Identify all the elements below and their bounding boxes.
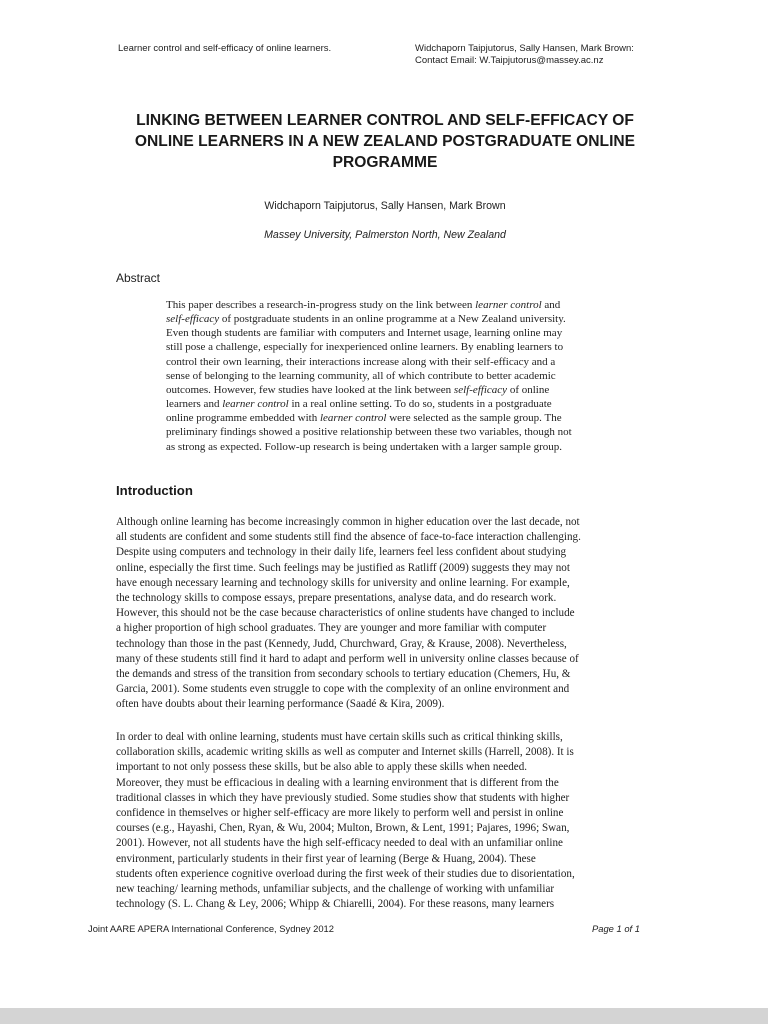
introduction-paragraph-1	[116, 515, 654, 713]
body-line: However, this should not be the case because characteristics of online students have changed to include	[116, 607, 575, 620]
body-line: online, especially the first time. Such feelings may be justified as Ratliff (2009) suggests they may not	[116, 561, 570, 574]
body-line: Moreover, they must be efficacious in dealing with a learning environment that is different from the	[116, 776, 559, 789]
body-line: technology (S. L. Chang & Ley, 2006; Whipp & Chiarelli, 2004). For these reasons, many learners	[116, 898, 555, 911]
body-line: traditional classes in which they have previously studied. Some studies show that students with higher	[116, 791, 570, 804]
abstract-heading: Abstract	[116, 271, 161, 285]
abstract-line: This paper describes a research-in-progress study on the link between learner control and	[166, 299, 561, 311]
body-line: In order to deal with online learning, students must have certain skills such as critical thinking skills,	[116, 731, 563, 743]
body-line: important to not only possess these skills, but be also able to apply these skills when needed.	[116, 761, 528, 774]
abstract-line: online programme embedded with learner control were selected as the sample group. The	[166, 412, 562, 425]
abstract-line: preliminary findings showed a positive relationship between these two variables, though not	[166, 426, 572, 439]
body-line: the demands and stress of the transition from secondary schools to tertiary education (Chemers, Hu, &	[116, 668, 571, 681]
body-line: Although online learning has become increasingly common in higher education over the last decade, not	[116, 516, 580, 528]
body-line: Garcia, 2001). Some students even struggle to cope with the complexity of an online environment and	[116, 683, 570, 696]
body-line: new teaching/ learning methods, unfamiliar subjects, and the challenge of working with unfamiliar	[116, 883, 555, 896]
abstract-line: self-efficacy of postgraduate students in an online programme at a New Zealand university.	[166, 313, 566, 326]
body-line: often have doubts about their learning performance (Saadé & Kira, 2009).	[116, 698, 445, 711]
header-contact-line: Contact Email: W.Taipjutorus@massey.ac.nz	[415, 55, 604, 66]
body-line: environment, particularly students in their first year of learning (Berge & Huang, 2004). These	[116, 852, 536, 865]
title-line: LINKING BETWEEN LEARNER CONTROL AND SELF-EFFICACY OF	[136, 112, 634, 129]
body-line: 2001). However, not all students have the high self-efficacy needed to deal with an unfamiliar online	[116, 837, 563, 850]
abstract-line: sense of belonging to the learning community, all of which contribute to better academic	[166, 369, 556, 382]
abstract-line: as strong as expected. Follow-up research is being undertaken with a larger sample group.	[166, 440, 562, 453]
abstract-line: outcomes. However, few studies have looked at the link between self-efficacy of online	[166, 383, 550, 396]
abstract-line: control their own learning, their interactions increase along with their self-efficacy and a	[166, 355, 556, 368]
introduction-heading: Introduction	[116, 483, 193, 498]
abstract-line: still pose a challenge, especially for inexperienced online learners. By enabling learners to	[166, 341, 564, 354]
body-line: confidence in themselves or higher self-efficacy are more likely to perform well and persist in online	[116, 807, 564, 820]
running-header-title: Learner control and self-efficacy of online learners.	[118, 43, 332, 54]
body-line: courses (e.g., Hayashi, Chen, Ryan, & Wu, 2004; Multon, Brown, & Lent, 1991; Pajares, 1996; Swan,	[116, 822, 570, 835]
title-line: PROGRAMME	[332, 154, 438, 171]
header-authors-line: Widchaporn Taipjutorus, Sally Hansen, Mark Brown:	[415, 43, 634, 54]
body-line: technology than those in the past (Kennedy, Judd, Churchward, Gray, & Krause, 2008). Nevertheless,	[116, 637, 567, 650]
running-header-authors	[415, 43, 634, 67]
abstract-body	[166, 298, 602, 454]
affiliation: Massey University, Palmerston North, New Zealand	[264, 229, 506, 241]
body-line: all students are confident and some students still find the absence of face-to-face interaction challenging.	[116, 531, 581, 544]
abstract-line: Even though students are familiar with computers and Internet usage, learning online may	[166, 327, 563, 340]
body-line: the technology skills to compose essays, prepare presentations, analyse data, and do research work.	[116, 592, 557, 605]
author-list: Widchaporn Taipjutorus, Sally Hansen, Mark Brown	[264, 200, 506, 212]
body-line: Despite using computers and technology in their daily life, learners feel less confident about studying	[116, 546, 567, 559]
body-line: many of these students still find it hard to adapt and perform well in university online classes because of	[116, 652, 579, 665]
body-line: collaboration skills, academic writing skills as well as computer and Internet skills (Harrell, 2008). It is	[116, 746, 574, 759]
introduction-paragraph-2	[116, 730, 654, 912]
footer-conference: Joint AARE APERA International Conference, Sydney 2012	[88, 923, 334, 934]
footer-page-number: Page 1 of 1	[592, 923, 640, 934]
body-line: a higher proportion of high school graduates. They are younger and more familiar with computer	[116, 622, 547, 635]
body-line: have enough necessary learning and technology skills for university and online learning. For example,	[116, 576, 570, 589]
paper-title	[100, 110, 670, 173]
body-line: students often experience cognitive overload during the first week of their studies due to disorientation,	[116, 867, 575, 880]
abstract-line: learners and learner control in a real online setting. To do so, students in a postgraduate	[166, 398, 552, 411]
title-line: ONLINE LEARNERS IN A NEW ZEALAND POSTGRADUATE ONLINE	[134, 133, 636, 150]
